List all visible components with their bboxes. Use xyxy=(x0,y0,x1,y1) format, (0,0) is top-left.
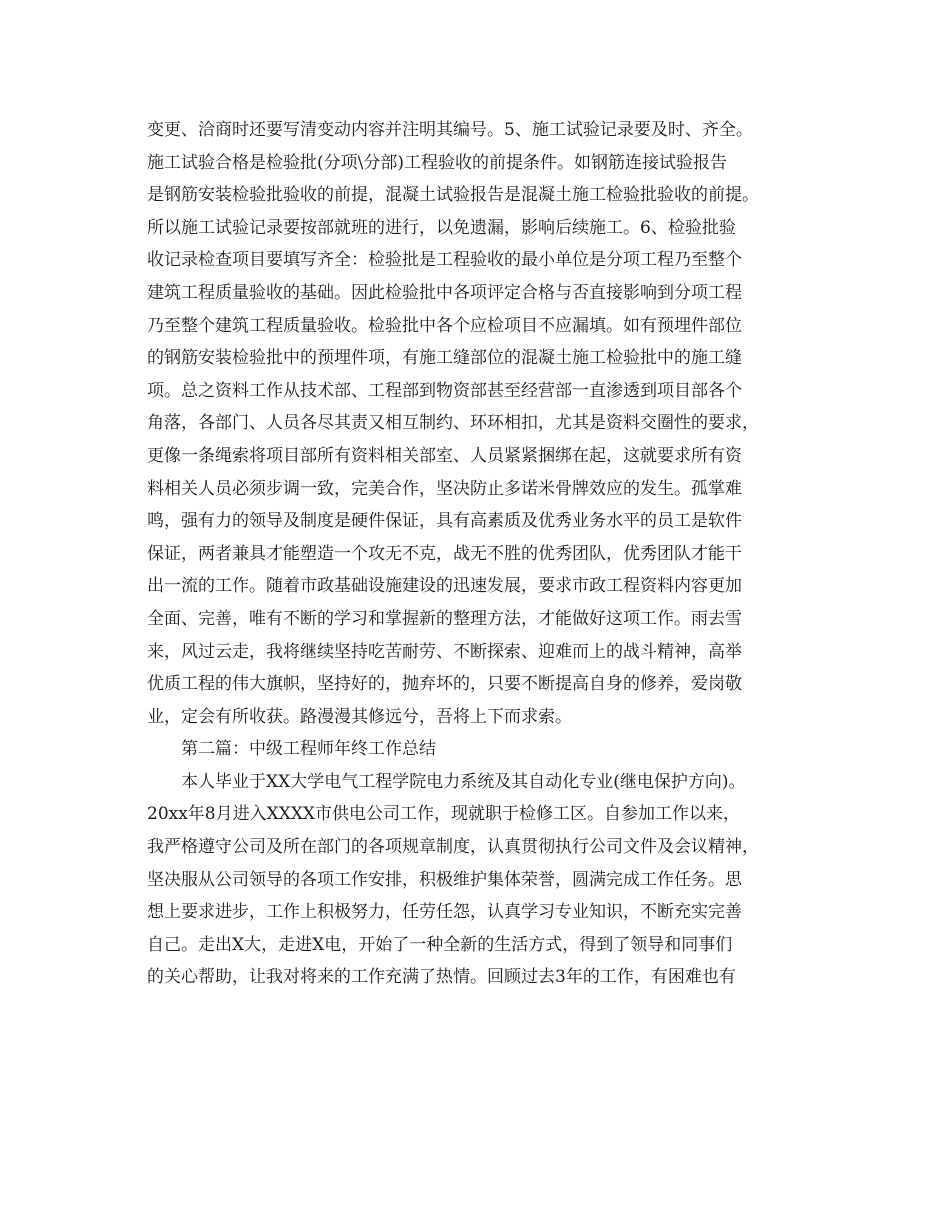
text-line: 更像一条绳索将项目部所有资料相关部室、人员紧紧捆绑在起，这就要求所有资 xyxy=(147,445,742,466)
section-heading: 第二篇：中级工程师年终工作总结 xyxy=(181,739,436,760)
text-line: 乃至整个建筑工程质量验收。检验批中各个应检项目不应漏填。如有预埋件部位 xyxy=(147,315,742,336)
text-line: 优质工程的伟大旗帜，坚持好的，抛弃坏的，只要不断提高自身的修养，爱岗敬 xyxy=(147,674,742,695)
text-line: 项。总之资料工作从技术部、工程部到物资部甚至经营部一直渗透到项目部各个 xyxy=(147,380,742,401)
text-line: 想上要求进步，工作上积极努力，任劳任怨，认真学习专业知识，不断充实完善 xyxy=(147,902,742,923)
text-line: 鸣，强有力的领导及制度是硬件保证，具有高素质及优秀业务水平的员工是软件 xyxy=(147,511,742,532)
text-line: 收记录检查项目要填写齐全：检验批是工程验收的最小单位是分项工程乃至整个 xyxy=(147,250,742,271)
text-line: 是钢筋安装检验批验收的前提，混凝土试验报告是混凝土施工检验批验收的前提。 xyxy=(147,185,759,206)
text-line: 全面、完善，唯有不断的学习和掌握新的整理方法，才能做好这项工作。雨去雪 xyxy=(147,608,742,629)
text-line: 来，风过云走，我将继续坚持吃苦耐劳、不断探索、迎难而上的战斗精神，高举 xyxy=(147,641,742,662)
text-line: 20xx年8月进入XXXX市供电公司工作，现就职于检修工区。自参加工作以来， xyxy=(147,804,741,825)
text-line: 的钢筋安装检验批中的预埋件项，有施工缝部位的混凝土施工检验批中的施工缝 xyxy=(147,348,742,369)
text-line: 变更、洽商时还要写清变动内容并注明其编号。5、施工试验记录要及时、齐全。 xyxy=(147,120,753,140)
text-line: 的关心帮助，让我对将来的工作充满了热情。回顾过去3年的工作，有困难也有 xyxy=(147,967,736,988)
text-line: 所以施工试验记录要按部就班的进行，以免遗漏，影响后续施工。6、检验批验 xyxy=(147,217,736,238)
text-line: 保证，两者兼具才能塑造一个攻无不克，战无不胜的优秀团队，优秀团队才能干 xyxy=(147,543,742,564)
text-line: 自己。走出X大，走进X电，开始了一种全新的生活方式，得到了领导和同事们 xyxy=(147,934,733,955)
text-line: 出一流的工作。随着市政基础设施建设的迅速发展，要求市政工程资料内容更加 xyxy=(147,576,742,597)
text-line: 料相关人员必须步调一致，完美合作，坚决防止多诺米骨牌效应的发生。孤掌难 xyxy=(147,478,742,499)
text-line: 施工试验合格是检验批(分项\分部)工程验收的前提条件。如钢筋连接试验报告 xyxy=(147,152,727,173)
text-line: 我严格遵守公司及所在部门的各项规章制度，认真贯彻执行公司文件及会议精神， xyxy=(147,837,759,858)
text-line: 业，定会有所收获。路漫漫其修远兮，吾将上下而求索。 xyxy=(147,706,572,727)
document-body xyxy=(147,114,817,994)
text-line: 建筑工程质量验收的基础。因此检验批中各项评定合格与否直接影响到分项工程 xyxy=(147,282,742,303)
text-line: 角落，各部门、人员各尽其责又相互制约、环环相扣，尤其是资料交圈性的要求， xyxy=(147,413,759,434)
text-line: 本人毕业于XX大学电气工程学院电力系统及其自动化专业(继电保护方向)。 xyxy=(181,771,746,792)
text-line: 坚决服从公司领导的各项工作安排，积极维护集体荣誉，圆满完成工作任务。思 xyxy=(147,869,742,890)
